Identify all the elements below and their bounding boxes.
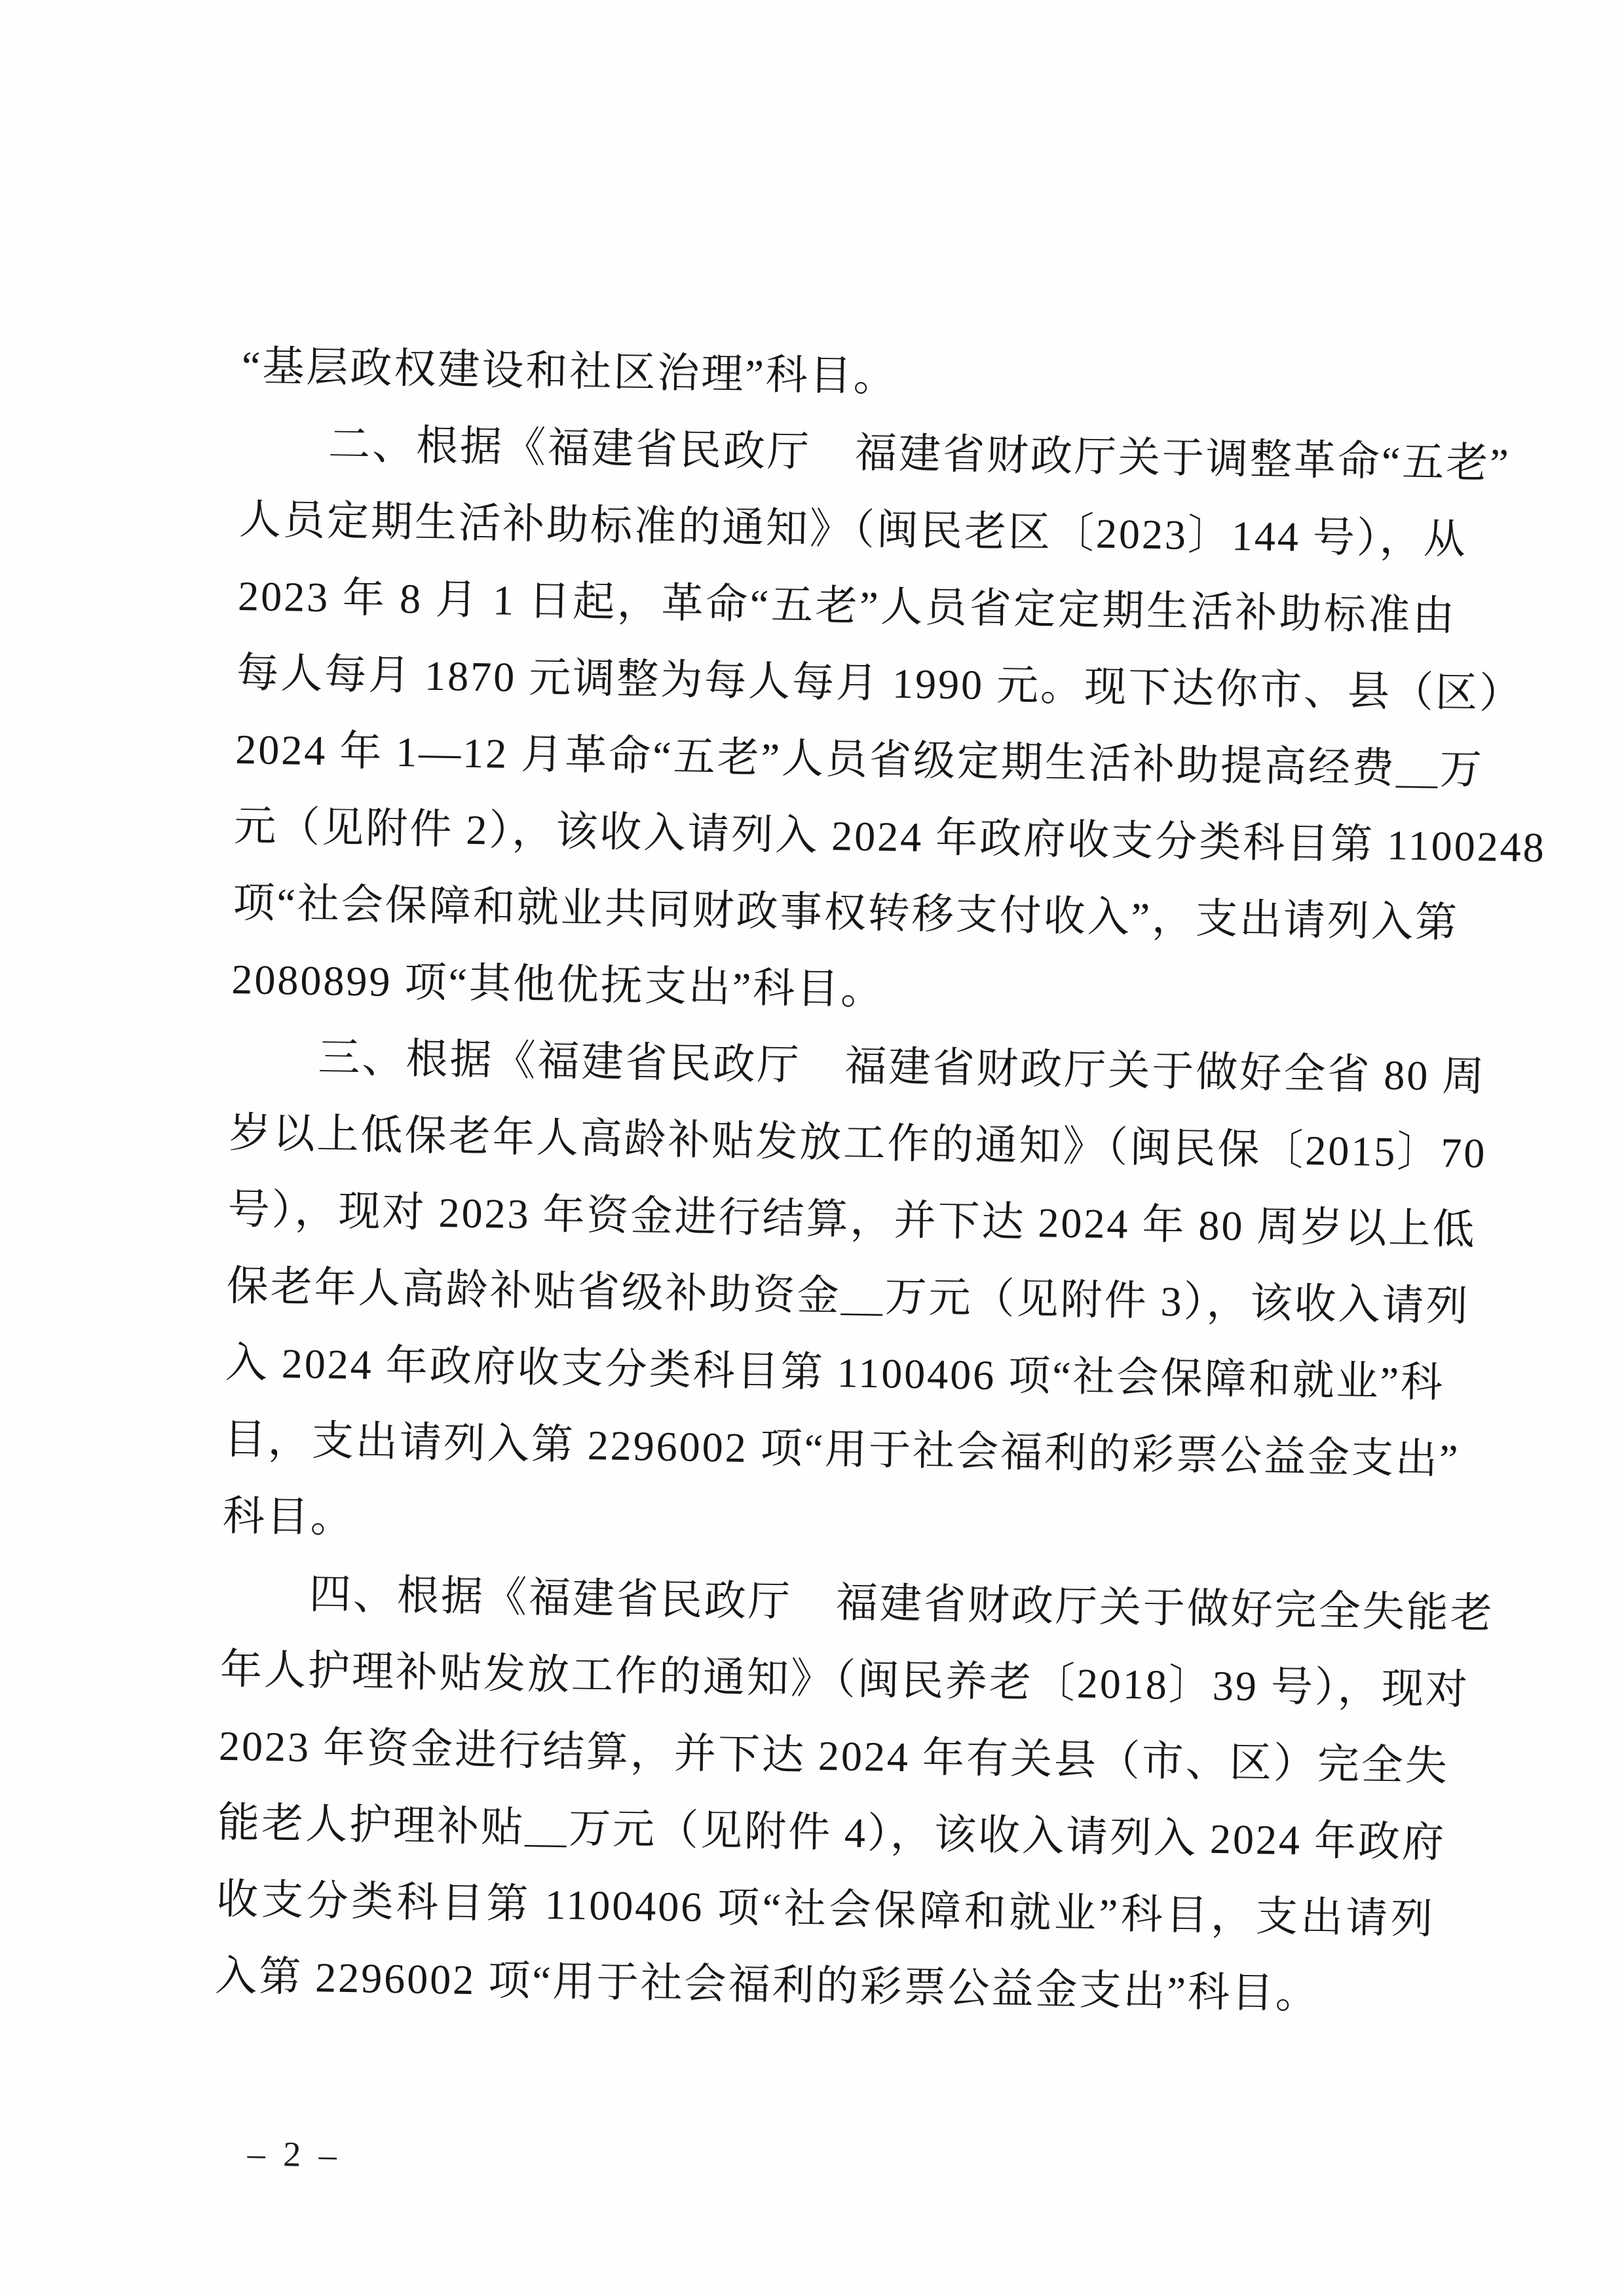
text-line: 能老人护理补贴＿万元（见附件 4），该收入请列入 2024 年政府 bbox=[217, 1799, 1446, 1866]
text-line: 收支分类科目第 1100406 项“社会保障和就业”科目，支出请列 bbox=[216, 1875, 1435, 1943]
text-line: “基层政权建设和社区治理”科目。 bbox=[241, 342, 898, 400]
document-text-block bbox=[214, 328, 1547, 2175]
text-line: 人员定期生活补助标准的通知》（闽民老区〔2023〕144 号），从 bbox=[238, 495, 1468, 564]
text-line: 年人护理补贴发放工作的通知》（闽民养老〔2018〕39 号），现对 bbox=[219, 1645, 1470, 1713]
text-line: 项“社会保障和就业共同财政事权转移支付收入”，支出请列入第 bbox=[232, 879, 1460, 946]
text-line: 2080899 项“其他优抚支出”科目。 bbox=[231, 955, 885, 1014]
text-line: 科目。 bbox=[222, 1492, 355, 1542]
text-line: 三、根据《福建省民政厅 福建省财政厅关于做好全省 80 周 bbox=[229, 1032, 1486, 1100]
text-line: 入 2024 年政府收支分类科目第 1100406 项“社会保障和就业”科 bbox=[225, 1339, 1445, 1406]
page-number: – 2 – bbox=[247, 2133, 342, 2175]
text-line: 每人每月 1870 元调整为每人每月 1990 元。现下达你市、县（区） bbox=[236, 649, 1524, 718]
text-line: 目，支出请列入第 2296002 项“用于社会福利的彩票公益金支出” bbox=[223, 1415, 1461, 1483]
text-line: 保老年人高龄补贴省级补助资金＿万元（见附件 3），该收入请列 bbox=[226, 1262, 1471, 1330]
text-line: 元（见附件 2），该收入请列入 2024 年政府收支分类科目第 1100248 bbox=[233, 802, 1547, 871]
text-line: 四、根据《福建省民政厅 福建省财政厅关于做好完全失能老 bbox=[221, 1569, 1495, 1637]
text-line: 二、根据《福建省民政厅 福建省财政厅关于调整革命“五老” bbox=[240, 419, 1511, 488]
text-line: 入第 2296002 项“用于社会福利的彩票公益金支出”科目。 bbox=[214, 1952, 1320, 2018]
text-line: 2024 年 1—12 月革命“五老”人员省级定期生活补助提高经费＿万 bbox=[235, 725, 1484, 794]
text-line: 岁以上低保老年人高龄补贴发放工作的通知》（闽民保〔2015〕70 bbox=[229, 1109, 1487, 1177]
text-line: 2023 年 8 月 1 日起，革命“五老”人员省定定期生活补助标准由 bbox=[237, 572, 1457, 640]
text-line: 2023 年资金进行结算，并下达 2024 年有关县（市、区）完全失 bbox=[218, 1722, 1450, 1789]
text-line: 号），现对 2023 年资金进行结算，并下达 2024 年 80 周岁以上低 bbox=[227, 1185, 1477, 1253]
